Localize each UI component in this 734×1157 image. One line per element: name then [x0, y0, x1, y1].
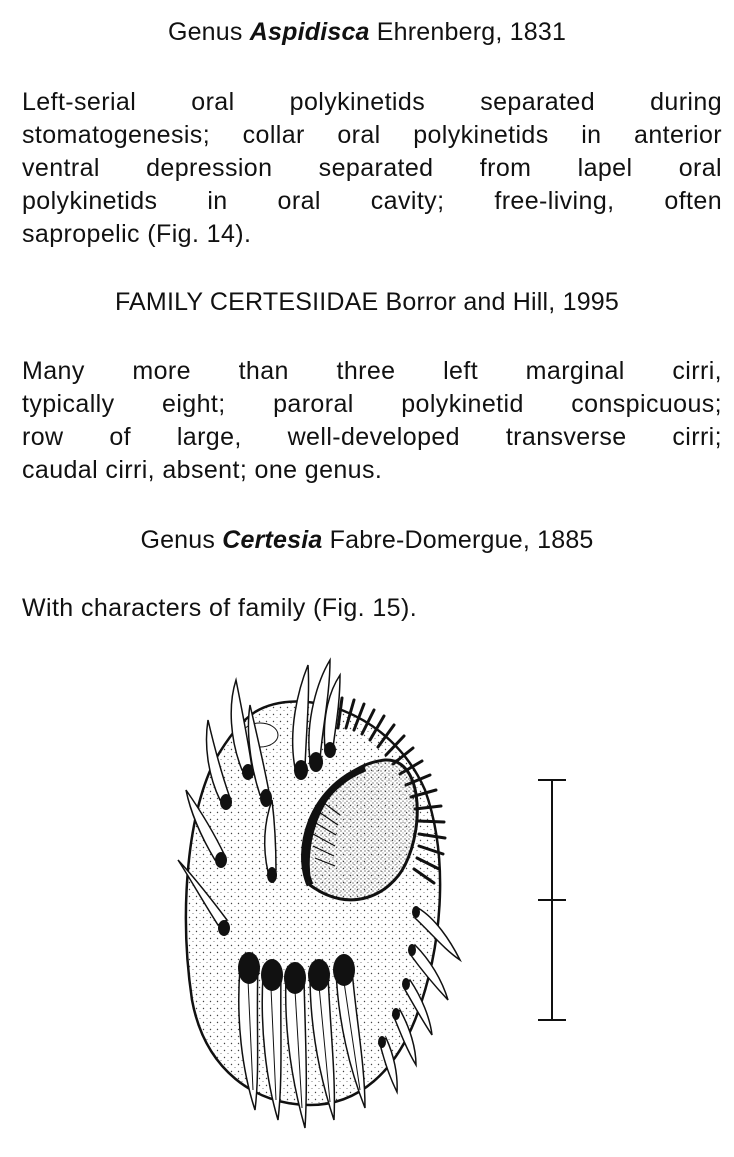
certesia-description — [22, 592, 722, 625]
genus-aspidisca-heading — [0, 18, 734, 47]
scale-bar — [530, 770, 580, 1030]
genus-authority: Ehrenberg, 1831 — [369, 18, 567, 46]
genus-prefix: Genus — [167, 18, 250, 46]
description-line: polykinetids in oral cavity; free-living, often — [22, 187, 722, 215]
description-line: ventral depression separated from lapel oral — [22, 154, 722, 182]
description-line: typically eight; paroral polykinetid conspicuous; — [22, 390, 722, 418]
family-authority: Borror and Hill, 1995 — [378, 288, 620, 316]
description-line: Left-serial oral polykinetids separated during — [22, 88, 722, 116]
genus-name: Aspidisca — [249, 18, 370, 46]
genus-authority: Fabre-Domergue, 1885 — [322, 526, 594, 554]
description-line: caudal cirri, absent; one genus. — [22, 456, 383, 484]
genus-name: Certesia — [222, 526, 323, 554]
family-certesiidae-heading — [0, 288, 734, 317]
genus-prefix: Genus — [140, 526, 223, 554]
genus-certesia-heading — [0, 526, 734, 555]
aspidisca-description — [22, 86, 722, 251]
description-line: sapropelic (Fig. 14). — [22, 220, 252, 248]
family-name: FAMILY CERTESIIDAE — [114, 288, 379, 316]
ciliate-figure — [160, 650, 480, 1150]
description-line: row of large, well-developed transverse cirri; — [22, 423, 722, 451]
description-line: With characters of family (Fig. 15). — [22, 594, 418, 622]
description-line: stomatogenesis; collar oral polykinetids in anterior — [22, 121, 722, 149]
certesiidae-description — [22, 355, 722, 487]
description-line: Many more than three left marginal cirri, — [22, 357, 722, 385]
